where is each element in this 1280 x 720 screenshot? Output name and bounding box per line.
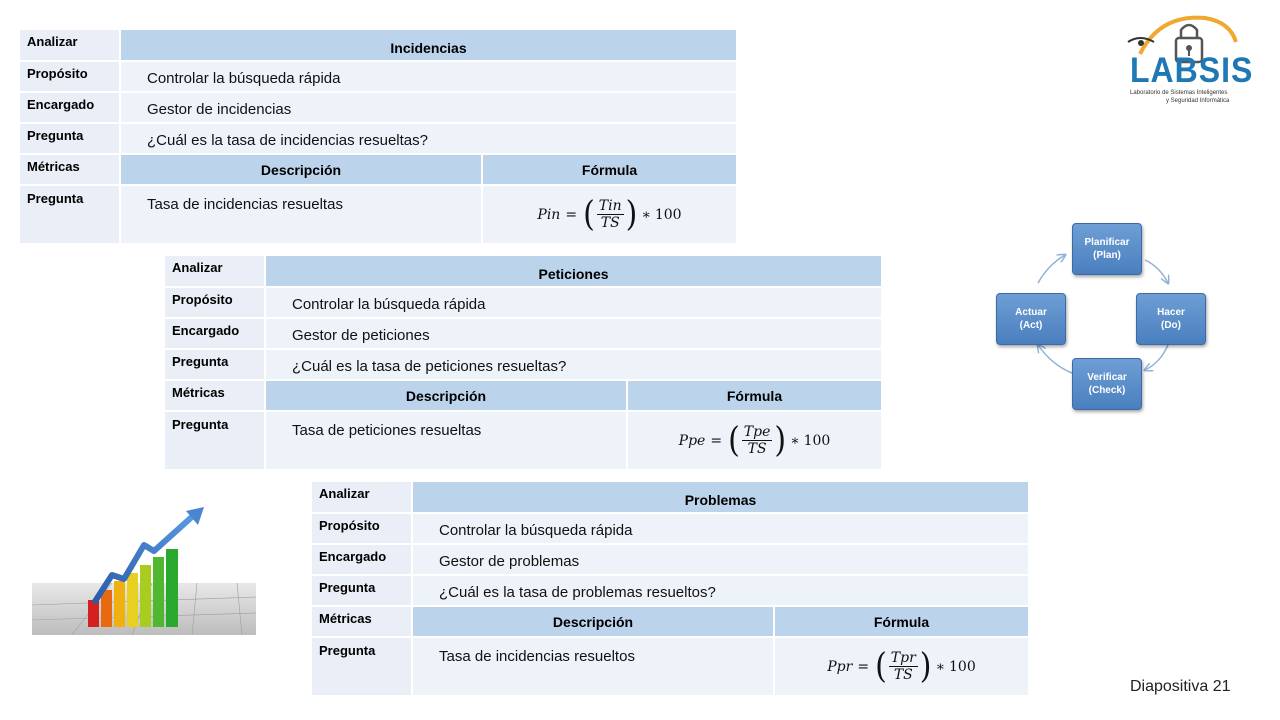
value-pregunta: ¿Cuál es la tasa de incidencias resueltas? — [120, 123, 736, 154]
cycle-check: Verificar (Check) — [1072, 358, 1142, 410]
label-pregunta: Pregunta — [165, 349, 265, 380]
cycle-plan: Planificar (Plan) — [1072, 223, 1142, 275]
value-proposito: Controlar la búsqueda rápida — [412, 513, 1028, 544]
logo-wordmark: LABSIS — [1130, 50, 1254, 90]
label-pregunta-metric: Pregunta — [312, 637, 412, 695]
labsis-logo — [1120, 12, 1254, 107]
table-title: Peticiones — [265, 256, 881, 287]
formula-multiplier: 100 — [949, 658, 976, 675]
label-pregunta: Pregunta — [20, 123, 120, 154]
label-metricas: Métricas — [165, 380, 265, 411]
metric-formula: Ppr = ( $\frac{\text{Tpr}}{TS}$ ) ∗ 100 — [774, 637, 1028, 695]
header-descripcion: Descripción — [412, 606, 774, 637]
header-formula: Fórmula — [627, 380, 881, 411]
value-proposito: Controlar la búsqueda rápida — [265, 287, 881, 318]
logo-subtitle-2: y Seguridad Informática — [1166, 98, 1230, 104]
value-pregunta: ¿Cuál es la tasa de peticiones resueltas? — [265, 349, 881, 380]
value-encargado: Gestor de incidencias — [120, 92, 736, 123]
cycle-do: Hacer (Do) — [1136, 293, 1206, 345]
gqm-table-peticiones — [165, 256, 881, 469]
label-pregunta-metric: Pregunta — [20, 185, 120, 243]
formula-lhs: Ppe — [678, 432, 706, 449]
label-metricas: Métricas — [312, 606, 412, 637]
metric-formula: Ppe = ( $\frac{\text{Tpe}}{TS}$ ) ∗ 100 — [627, 411, 881, 469]
cycle-act: Actuar (Act) — [996, 293, 1066, 345]
value-encargado: Gestor de peticiones — [265, 318, 881, 349]
label-metricas: Métricas — [20, 154, 120, 185]
gqm-table-incidencias — [20, 30, 736, 243]
label-encargado: Encargado — [312, 544, 412, 575]
table-title: Problemas — [412, 482, 1028, 513]
label-proposito: Propósito — [165, 287, 265, 318]
growth-chart-illustration — [32, 505, 256, 635]
value-encargado: Gestor de problemas — [412, 544, 1028, 575]
gqm-table-problemas — [312, 482, 1028, 695]
label-pregunta: Pregunta — [312, 575, 412, 606]
logo-subtitle-1: Laboratorio de Sistemas Inteligentes — [1130, 90, 1228, 96]
label-analizar: Analizar — [20, 30, 120, 61]
header-formula: Fórmula — [482, 154, 736, 185]
label-analizar: Analizar — [312, 482, 412, 513]
header-formula: Fórmula — [774, 606, 1028, 637]
metric-description: Tasa de incidencias resueltos — [412, 637, 774, 695]
formula-numerator: Tpe — [743, 424, 771, 440]
formula-numerator: Tin — [598, 198, 622, 214]
header-descripcion: Descripción — [120, 154, 482, 185]
label-pregunta-metric: Pregunta — [165, 411, 265, 469]
metric-description: Tasa de peticiones resueltas — [265, 411, 627, 469]
value-pregunta: ¿Cuál es la tasa de problemas resueltos? — [412, 575, 1028, 606]
metric-formula: Pin = ( $\frac{\text{Tin}}{TS}$ ) ∗ 100 — [482, 185, 736, 243]
header-descripcion: Descripción — [265, 380, 627, 411]
label-encargado: Encargado — [165, 318, 265, 349]
formula-multiplier: 100 — [654, 206, 682, 223]
slide-number: Diapositiva 21 — [1130, 678, 1231, 695]
value-proposito: Controlar la búsqueda rápida — [120, 61, 736, 92]
formula-denominator: TS — [893, 667, 913, 683]
label-analizar: Analizar — [165, 256, 265, 287]
formula-lhs: Pin — [537, 206, 561, 223]
formula-multiplier: 100 — [803, 432, 831, 449]
formula-denominator: TS — [747, 441, 767, 457]
label-proposito: Propósito — [20, 61, 120, 92]
formula-numerator: Tpr — [890, 650, 916, 666]
metric-description: Tasa de incidencias resueltas — [120, 185, 482, 243]
table-title: Incidencias — [120, 30, 736, 61]
formula-denominator: TS — [600, 215, 620, 231]
pdca-cycle-diagram — [990, 215, 1210, 410]
label-proposito: Propósito — [312, 513, 412, 544]
label-encargado: Encargado — [20, 92, 120, 123]
formula-lhs: Ppr — [827, 658, 853, 675]
